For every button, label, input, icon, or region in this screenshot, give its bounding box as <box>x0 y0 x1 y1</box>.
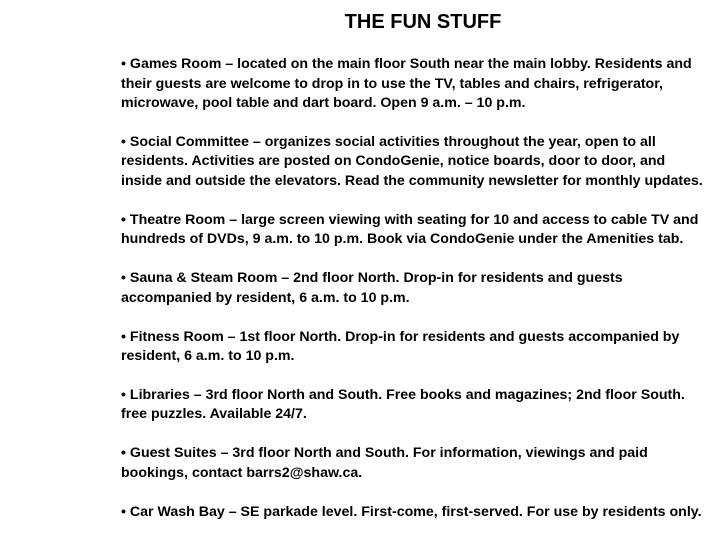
item-text-line: hundreds of DVDs, 9 a.m. to 10 p.m. Book via CondoGenie under the Amenities tab. <box>121 231 684 248</box>
item-text-line: free puzzles. Available 24/7. <box>121 406 307 423</box>
item-text-line: residents. Activities are posted on CondoGenie, notice boards, door to door, and <box>121 153 666 170</box>
page-title: THE FUN STUFF <box>344 11 502 33</box>
item-text-line: • Libraries – 3rd floor North and South. Free books and magazines; 2nd floor South. <box>121 386 685 403</box>
item-text-line: • Sauna & Steam Room – 2nd floor North. Drop-in for residents and guests <box>121 270 623 287</box>
list-item-guest-suites <box>121 444 722 483</box>
item-text-line: • Guest Suites – 3rd floor North and South. For information, viewings and paid <box>121 445 648 462</box>
item-text-line: • Fitness Room – 1st floor North. Drop-in for residents and guests accompanied by <box>121 328 680 345</box>
item-text-line: inside and outside the elevators. Read the community newsletter for monthly updates. <box>121 172 703 189</box>
item-text-line: accompanied by resident, 6 a.m. to 10 p.m. <box>121 289 410 306</box>
item-text-line: resident, 6 a.m. to 10 p.m. <box>121 348 295 365</box>
item-text-line: • Theatre Room – large screen viewing with seating for 10 and access to cable TV and <box>121 211 699 228</box>
item-text-line: • Social Committee – organizes social activities throughout the year, open to all <box>121 133 656 150</box>
amenities-list <box>121 55 722 542</box>
list-item-sauna-steam-room <box>121 269 722 308</box>
item-text-line: • Car Wash Bay – SE parkade level. First-come, first-served. For use by residents only. <box>121 503 702 520</box>
item-text-line: • Games Room – located on the main floor South near the main lobby. Residents and <box>121 56 692 72</box>
list-item-fitness-room <box>121 328 722 367</box>
list-item-car-wash-bay <box>121 503 722 523</box>
list-item-libraries <box>121 386 722 425</box>
list-item-games-room <box>121 55 722 114</box>
item-text-line: their guests are welcome to drop in to use the TV, tables and chairs, refrigerator, <box>121 75 663 92</box>
list-item-theatre-room <box>121 211 722 250</box>
item-text-line: bookings, contact barrs2@shaw.ca. <box>121 464 363 481</box>
item-text-line: microwave, pool table and dart board. Open 9 a.m. – 10 p.m. <box>121 95 526 111</box>
list-item-social-committee <box>121 133 722 192</box>
